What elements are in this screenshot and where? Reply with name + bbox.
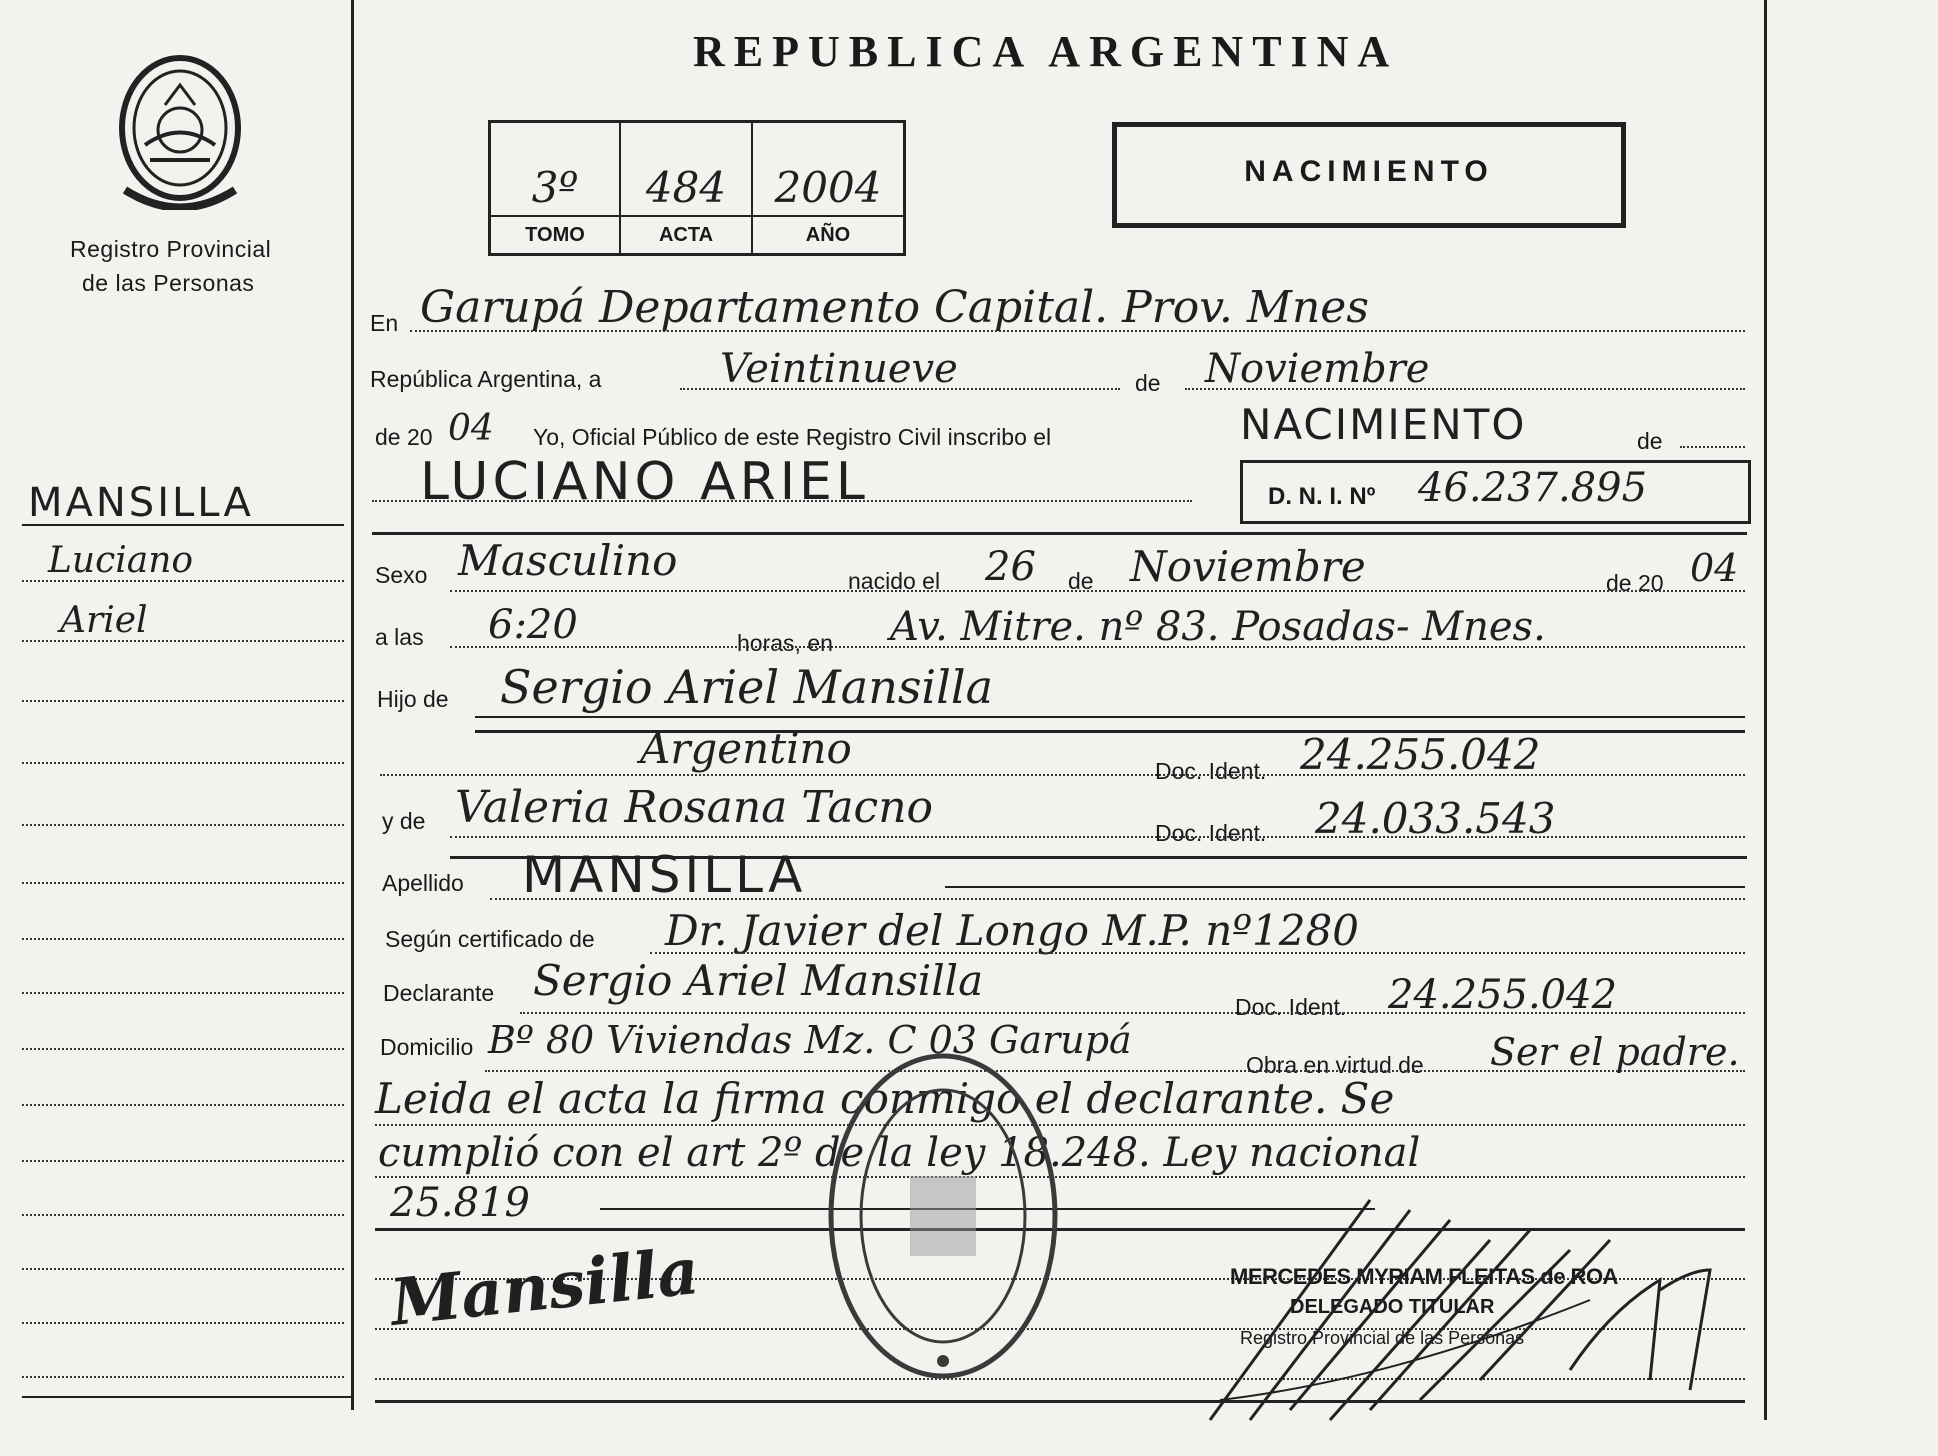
note-line-3: 25.819 bbox=[390, 1180, 530, 1226]
obra-value: Ser el padre. bbox=[1490, 1030, 1740, 1074]
registry-name-line2: de las Personas bbox=[82, 270, 255, 296]
apellido-value: MANSILLA bbox=[522, 846, 807, 904]
birth-month: Noviembre bbox=[1130, 542, 1366, 591]
yde-label: y de bbox=[382, 808, 426, 834]
sexo-label: Sexo bbox=[375, 562, 428, 588]
declarant-signature: Mansilla bbox=[386, 1234, 703, 1341]
horas-label: horas, en bbox=[737, 630, 833, 656]
declarante-doc-label: Doc. Ident. bbox=[1235, 994, 1347, 1020]
mother-name: Valeria Rosana Tacno bbox=[455, 782, 934, 833]
mother-doc-label: Doc. Ident. bbox=[1155, 820, 1267, 846]
birth-day: 26 bbox=[985, 544, 1036, 590]
sidebar-second-name: Ariel bbox=[60, 600, 148, 641]
dni-value: 46.237.895 bbox=[1418, 465, 1648, 511]
domicilio-value: Bº 80 Viviendas Mz. C 03 Garupá bbox=[488, 1018, 1132, 1062]
certificate-value: Dr. Javier del Longo M.P. nº1280 bbox=[665, 906, 1359, 955]
declarante-label: Declarante bbox=[383, 980, 495, 1006]
year-prefix: de 20 bbox=[375, 424, 433, 450]
en-value: Garupá Departamento Capital. Prov. Mnes bbox=[420, 282, 1369, 333]
official-signature-icon bbox=[1190, 1180, 1730, 1440]
right-border bbox=[1764, 0, 1767, 1420]
inscribo-value: NACIMIENTO bbox=[1240, 400, 1527, 449]
sidebar-surname: MANSILLA bbox=[28, 480, 254, 526]
tomo-value: 3º bbox=[531, 163, 579, 212]
note-line-1: Leida el acta la firma conmigo el declarante. Se bbox=[375, 1074, 1395, 1123]
official-title: DELEGADO TITULAR bbox=[1290, 1296, 1495, 1318]
left-column-divider bbox=[351, 0, 354, 1410]
sidebar-first-name: Luciano bbox=[48, 540, 194, 581]
country-title: REPUBLICA ARGENTINA bbox=[693, 27, 1399, 76]
segun-label: Según certificado de bbox=[385, 926, 595, 952]
provincial-seal-icon bbox=[105, 50, 255, 210]
child-name: LUCIANO ARIEL bbox=[420, 452, 869, 512]
official-registry: Registro Provincial de las Personas bbox=[1240, 1328, 1525, 1348]
de20-label: de 20 bbox=[1606, 570, 1664, 596]
registry-reference-box bbox=[488, 120, 906, 256]
official-name: MERCEDES MYRIAM FLEITAS de ROA bbox=[1230, 1264, 1618, 1289]
acta-cell bbox=[621, 123, 753, 253]
record-type-box bbox=[1112, 122, 1626, 228]
ano-label: AÑO bbox=[805, 224, 851, 246]
place-value: Av. Mitre. nº 83. Posadas- Mnes. bbox=[890, 604, 1546, 650]
month-value: Noviembre bbox=[1205, 346, 1430, 392]
sexo-value: Masculino bbox=[458, 536, 678, 585]
ano-cell bbox=[753, 123, 903, 253]
tomo-label: TOMO bbox=[525, 224, 585, 246]
domicilio-label: Domicilio bbox=[380, 1034, 474, 1060]
alas-label: a las bbox=[375, 624, 424, 650]
father-doc: 24.255.042 bbox=[1300, 730, 1541, 779]
acta-value: 484 bbox=[645, 163, 727, 212]
nacido-label: nacido el bbox=[848, 568, 941, 594]
tomo-cell bbox=[491, 123, 621, 253]
declarante-value: Sergio Ariel Mansilla bbox=[533, 956, 984, 1005]
note-line-2: cumplió con el art 2º de la ley 18.248. Ley nacional bbox=[378, 1130, 1421, 1176]
record-type-title: NACIMIENTO bbox=[1244, 155, 1494, 188]
official-stamp-icon bbox=[818, 1036, 1068, 1396]
en-label: En bbox=[370, 310, 399, 336]
yo-text: Yo, Oficial Público de este Registro Civil inscribo el bbox=[533, 424, 1052, 450]
registry-name-line1: Registro Provincial bbox=[70, 236, 272, 262]
father-doc-label: Doc. Ident. bbox=[1155, 758, 1267, 784]
dni-box bbox=[1240, 460, 1751, 524]
father-nationality: Argentino bbox=[640, 724, 852, 773]
birth-year: 04 bbox=[1690, 546, 1739, 590]
father-name: Sergio Ariel Mansilla bbox=[500, 660, 993, 714]
dni-label: D. N. I. Nº bbox=[1268, 483, 1376, 510]
apellido-label: Apellido bbox=[382, 870, 464, 896]
ano-value: 2004 bbox=[774, 163, 882, 212]
acta-label: ACTA bbox=[658, 224, 714, 246]
day-value: Veintinueve bbox=[720, 346, 958, 392]
year-value: 04 bbox=[448, 408, 494, 449]
de-label-1: de bbox=[1135, 370, 1161, 396]
de-label-2: de bbox=[1637, 428, 1663, 454]
hijo-label: Hijo de bbox=[377, 686, 449, 712]
mother-doc: 24.033.543 bbox=[1315, 794, 1556, 843]
de-label-3: de bbox=[1068, 568, 1094, 594]
declarante-doc: 24.255.042 bbox=[1388, 972, 1618, 1018]
obra-label: Obra en virtud de bbox=[1246, 1052, 1424, 1078]
republica-label: República Argentina, a bbox=[370, 366, 602, 392]
hour-value: 6:20 bbox=[488, 602, 578, 648]
